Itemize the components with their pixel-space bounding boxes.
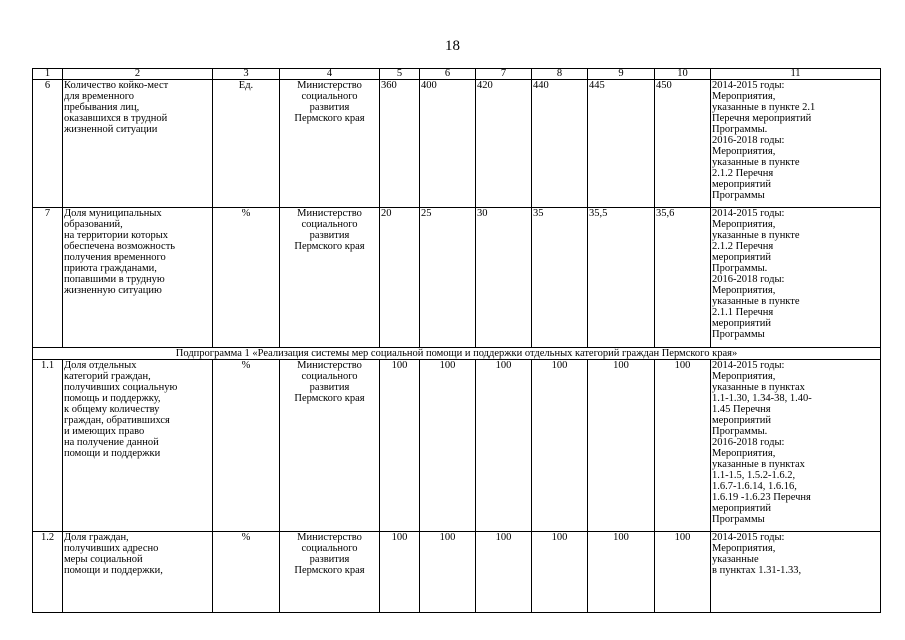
- note-cell: 2014-2015 годы: Мероприятия, указанные в пунктах 1.31-1.33,: [711, 532, 881, 613]
- table-row: [33, 80, 881, 208]
- value-cell: 100: [532, 532, 588, 613]
- column-number: 5: [380, 69, 420, 80]
- row-number: 1.1: [33, 360, 63, 532]
- value-cell: 400: [420, 80, 476, 208]
- value-cell: 25: [420, 208, 476, 348]
- responsible-org: Министерство социального развития Пермского края: [280, 360, 380, 532]
- value-cell: 100: [476, 532, 532, 613]
- value-cell: 100: [420, 360, 476, 532]
- table-row: [33, 532, 881, 613]
- note-cell: 2014-2015 годы: Мероприятия, указанные в пунктах 1.1-1.30, 1.34-38, 1.40- 1.45 Перечня мероприятий Программы. 2016-2018 годы: Мероприятия, указанные в пунктах 1.1-1.5, 1.5.2-1.6.2, 1.6.7-1.6.14, 1.6.16, 1.6.19 -1.6.23 Перечня мероприятий Программы: [711, 360, 881, 532]
- value-cell: 100: [655, 532, 711, 613]
- row-number: 6: [33, 80, 63, 208]
- value-cell: 100: [380, 360, 420, 532]
- column-number: 7: [476, 69, 532, 80]
- value-cell: 445: [588, 80, 655, 208]
- value-cell: 35,5: [588, 208, 655, 348]
- responsible-org: Министерство социального развития Пермского края: [280, 532, 380, 613]
- value-cell: 100: [532, 360, 588, 532]
- note-cell: 2014-2015 годы: Мероприятия, указанные в пункте 2.1 Перечня мероприятий Программы. 2016-2018 годы: Мероприятия, указанные в пункте 2.1.2 Перечня мероприятий Программы: [711, 80, 881, 208]
- value-cell: 35: [532, 208, 588, 348]
- indicators-table: [32, 68, 881, 613]
- unit-cell: Ед.: [213, 80, 280, 208]
- unit-cell: %: [213, 360, 280, 532]
- page-number: 18: [445, 38, 460, 54]
- indicator-name: Доля отдельных категорий граждан, получивших социальную помощь и поддержку, к общему количеству граждан, обратившихся и имеющих право на получение данной помощи и поддержки: [63, 360, 213, 532]
- value-cell: 100: [420, 532, 476, 613]
- column-number: 11: [711, 69, 881, 80]
- row-number: 1.2: [33, 532, 63, 613]
- value-cell: 20: [380, 208, 420, 348]
- column-number: 1: [33, 69, 63, 80]
- value-cell: 100: [588, 360, 655, 532]
- subprogram-row: [33, 348, 881, 360]
- table-row: [33, 360, 881, 532]
- value-cell: 100: [380, 532, 420, 613]
- row-number: 7: [33, 208, 63, 348]
- unit-cell: %: [213, 532, 280, 613]
- value-cell: 100: [588, 532, 655, 613]
- responsible-org: Министерство социального развития Пермского края: [280, 208, 380, 348]
- responsible-org: Министерство социального развития Пермского края: [280, 80, 380, 208]
- column-number: 2: [63, 69, 213, 80]
- column-number: 9: [588, 69, 655, 80]
- column-number: 8: [532, 69, 588, 80]
- value-cell: 100: [476, 360, 532, 532]
- value-cell: 30: [476, 208, 532, 348]
- table-row: [33, 208, 881, 348]
- value-cell: 100: [655, 360, 711, 532]
- unit-cell: %: [213, 208, 280, 348]
- column-number-row: [33, 69, 881, 80]
- indicator-name: Доля граждан, получивших адресно меры социальной помощи и поддержки,: [63, 532, 213, 613]
- column-number: 4: [280, 69, 380, 80]
- indicator-name: Доля муниципальных образований, на территории которых обеспечена возможность получения временного приюта гражданами, попавшими в трудную жизненную ситуацию: [63, 208, 213, 348]
- column-number: 6: [420, 69, 476, 80]
- column-number: 10: [655, 69, 711, 80]
- value-cell: 360: [380, 80, 420, 208]
- value-cell: 420: [476, 80, 532, 208]
- value-cell: 450: [655, 80, 711, 208]
- column-number: 3: [213, 69, 280, 80]
- note-cell: 2014-2015 годы: Мероприятия, указанные в пункте 2.1.2 Перечня мероприятий Программы. 2016-2018 годы: Мероприятия, указанные в пункте 2.1.1 Перечня мероприятий Программы: [711, 208, 881, 348]
- indicator-name: Количество койко-мест для временного пребывания лиц, оказавшихся в трудной жизненной ситуации: [63, 80, 213, 208]
- value-cell: 35,6: [655, 208, 711, 348]
- subprogram-title: Подпрограмма 1 «Реализация системы мер социальной помощи и поддержки отдельных категорий граждан Пермского края»: [33, 348, 881, 360]
- value-cell: 440: [532, 80, 588, 208]
